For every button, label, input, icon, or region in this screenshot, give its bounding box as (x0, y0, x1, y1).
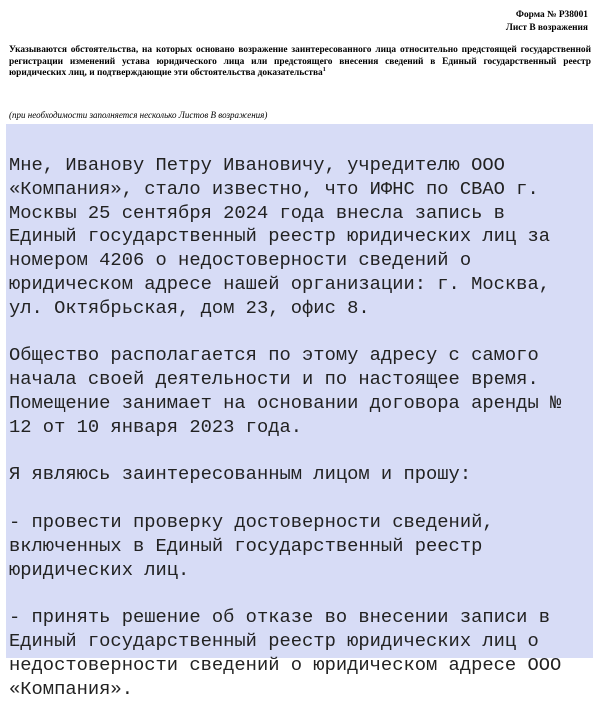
content-line: начала своей деятельности и по настоящее время. (9, 368, 539, 391)
instruction-body: Указываются обстоятельства, на которых основано возражение заинтересованного лица относительно предстоящей государственной регистрации изменений устава юридического лица или предстоящего внесения сведений в Единый государственный реестр юридических лиц, и подтверждающие эти обстоятельства доказательства (9, 45, 591, 79)
content-paragraph (9, 463, 589, 487)
content-line: включенных в Единый государственный реестр (9, 534, 483, 557)
content-line: Мне, Иванову Петру Ивановичу, учредителю ООО (9, 154, 505, 176)
content-paragraph (9, 511, 589, 582)
content-line: - провести проверку достоверности сведений, (9, 510, 494, 533)
content-line: Единый государственный реестр юридических лиц за (9, 225, 550, 248)
objection-text-field[interactable] (6, 124, 593, 700)
content-paragraph (9, 344, 589, 439)
content-line: Москвы 25 сентября 2024 года внесла запись в (9, 201, 505, 224)
content-line: Единый государственный реестр юридических лиц о (9, 629, 539, 652)
content-line: юридическом адресе нашей организации: г. Москва, (9, 272, 550, 295)
content-line: Помещение занимает на основании договора аренды № (9, 391, 562, 414)
content-line: недостоверности сведений о юридическом адресе ООО (9, 653, 562, 676)
content-line: «Компания». (9, 677, 133, 700)
content-paragraph (9, 154, 589, 321)
content-line: ул. Октябрьская, дом 23, офис 8. (9, 296, 370, 319)
form-number: Форма № Р38001 (515, 10, 588, 20)
content-line: Я являюсь заинтересованным лицом и прошу: (9, 463, 472, 486)
sheet-label: Лист В возражения (505, 23, 588, 33)
content-line: - принять решение об отказе во внесении записи в (9, 606, 550, 629)
fill-note: (при необходимости заполняется несколько Листов В возражения) (9, 110, 268, 120)
content-line: Общество располагается по этому адресу с самого (9, 344, 539, 367)
content-paragraph (9, 606, 589, 701)
content-line: юридических лиц. (9, 558, 190, 581)
content-line: номером 4206 о недостоверности сведений о (9, 249, 472, 272)
content-line: «Компания», стало известно, что ИФНС по СВАО г. (9, 177, 539, 200)
instruction-text (9, 45, 591, 80)
content-line: 12 от 10 января 2023 года. (9, 415, 303, 438)
footnote-mark: 1 (322, 67, 326, 74)
